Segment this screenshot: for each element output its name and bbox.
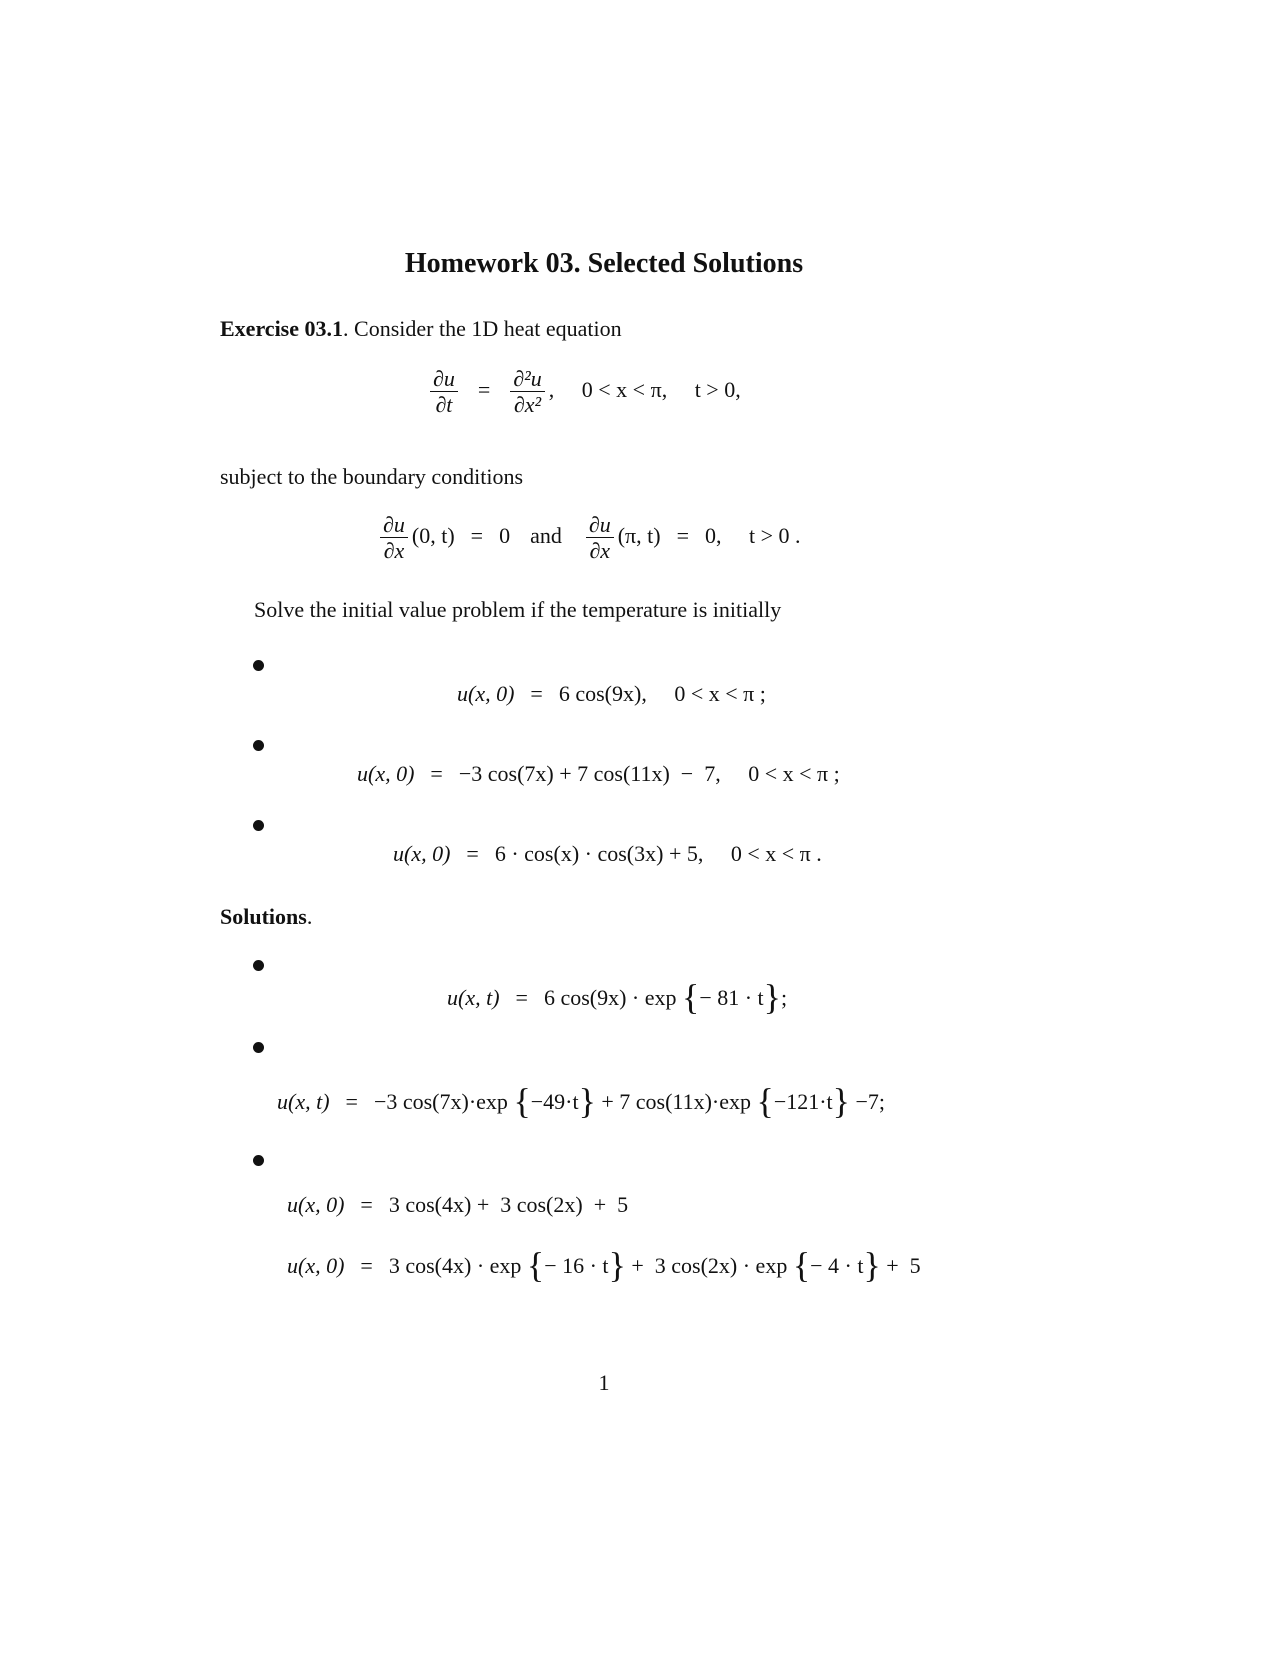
bc-and: and	[530, 522, 562, 548]
solutions-label: Solutions	[220, 904, 307, 929]
bc-left-val: 0	[499, 522, 511, 548]
heat-cond: , 0 < x < π, t > 0,	[548, 376, 741, 402]
sol-lhs: u(x, t)	[447, 985, 500, 1010]
sol-rhs: 3 cos(4x) + 3 cos(2x) + 5	[388, 1192, 629, 1217]
sol-tail: −7;	[855, 1089, 885, 1114]
initial-condition-1	[457, 681, 766, 707]
ic-rhs: −3 cos(7x) + 7 cos(11x) − 7, 0 < x < π ;	[458, 761, 840, 786]
sol-rhs: 3 cos(4x) · exp	[388, 1253, 522, 1278]
initial-condition-3	[393, 841, 822, 867]
heat-rhs-num: ∂²u	[510, 366, 544, 392]
sol-exponent: − 81 · t	[699, 985, 764, 1010]
sol-mid: + 7 cos(11x)·exp	[601, 1089, 752, 1114]
bullet-icon	[253, 740, 264, 751]
bullet-icon	[253, 1042, 264, 1053]
exercise-label: Exercise 03.1	[220, 316, 344, 341]
sol-rhs: 6 cos(9x) · exp	[543, 985, 677, 1010]
heat-lhs-num: ∂u	[430, 366, 458, 392]
bc-right-val: 0, t > 0 .	[705, 522, 801, 548]
solution-3-initial	[287, 1192, 628, 1218]
page-number: 1	[598, 1370, 610, 1395]
bc-intro: subject to the boundary conditions	[220, 464, 524, 489]
bullet-icon	[253, 1155, 264, 1166]
bc-right-arg: (π, t)	[617, 522, 661, 548]
solution-1: u(x, t) = 6 cos(9x) · exp {− 81 · t};	[447, 977, 788, 1017]
boundary-conditions	[376, 512, 801, 564]
sol-exponent-2: −121·t	[773, 1089, 833, 1114]
solution-3: u(x, 0) = 3 cos(4x) · exp {− 16 · t} + 3 cos(2x) · exp {− 4 · t} + 5	[287, 1245, 921, 1285]
ic-rel: =	[430, 761, 443, 786]
sol-mid: + 3 cos(2x) · exp	[631, 1253, 788, 1278]
initial-condition-2	[357, 761, 840, 787]
bc-den: ∂x	[383, 538, 405, 564]
solutions-heading: Solutions.	[220, 904, 313, 929]
sol-exponent-2: − 4 · t	[810, 1253, 864, 1278]
sol-lhs: u(x, 0)	[287, 1253, 345, 1278]
ic-lhs: u(x, 0)	[393, 841, 451, 866]
ic-rel: =	[530, 681, 543, 706]
bc-num-2: ∂u	[586, 512, 614, 538]
solution-2: u(x, t) = −3 cos(7x)·exp {−49·t} + 7 cos(11x)·exp {−121·t} −7;	[277, 1081, 885, 1121]
sol-rel: =	[515, 985, 528, 1010]
sol-exponent: − 16 · t	[544, 1253, 609, 1278]
sol-lhs: u(x, 0)	[287, 1192, 345, 1217]
heat-equation	[426, 366, 741, 418]
prompt: Solve the initial value problem if the temperature is initially	[254, 597, 782, 622]
ic-rel: =	[466, 841, 479, 866]
sol-rel: =	[360, 1192, 373, 1217]
sol-tail: ;	[780, 985, 788, 1010]
bc-num: ∂u	[380, 512, 408, 538]
bullet-icon	[253, 960, 264, 971]
heat-lhs-den: ∂t	[435, 392, 453, 418]
bc-left-arg: (0, t)	[411, 522, 455, 548]
ic-lhs: u(x, 0)	[357, 761, 415, 786]
exercise-intro: . Consider the 1D heat equation	[343, 316, 622, 341]
bc-rel-2: =	[676, 522, 689, 548]
heat-rhs-den: ∂x²	[513, 392, 542, 418]
bc-den-2: ∂x	[589, 538, 611, 564]
ic-lhs: u(x, 0)	[457, 681, 515, 706]
heat-rel: =	[477, 376, 491, 402]
sol-rel: =	[360, 1253, 373, 1278]
sol-lhs: u(x, t)	[277, 1089, 330, 1114]
page-title: Homework 03. Selected Solutions	[404, 248, 804, 279]
sol-exponent: −49·t	[530, 1089, 579, 1114]
ic-rhs: 6 · cos(x) · cos(3x) + 5, 0 < x < π .	[494, 841, 822, 866]
bullet-icon	[253, 820, 264, 831]
ic-rhs: 6 cos(9x), 0 < x < π ;	[558, 681, 766, 706]
bullet-icon	[253, 660, 264, 671]
bc-rel: =	[470, 522, 484, 548]
sol-rhs: −3 cos(7x)·exp	[373, 1089, 508, 1114]
exercise-statement	[220, 316, 622, 342]
sol-tail: + 5	[886, 1253, 921, 1278]
sol-rel: =	[345, 1089, 358, 1114]
